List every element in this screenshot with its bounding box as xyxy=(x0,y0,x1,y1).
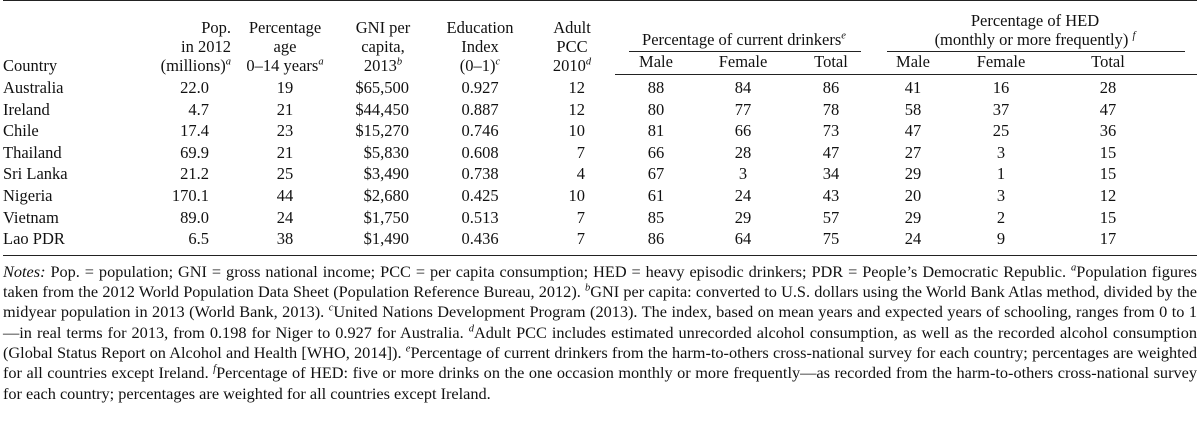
gni-header-l2: capita, xyxy=(361,36,405,56)
cell-gni: $15,270 xyxy=(355,121,409,141)
cell-age: 23 xyxy=(276,121,294,141)
cell-drinkers-total: 86 xyxy=(822,78,840,97)
cell-drinkers-male: 88 xyxy=(647,78,665,97)
cell-drinkers-male: 66 xyxy=(647,142,665,162)
col-header-gni xyxy=(335,1,431,75)
cell-drinkers-total: 73 xyxy=(822,121,840,141)
gni-header-l1: GNI per xyxy=(355,17,411,37)
cell-pcc: 12 xyxy=(568,99,585,119)
cell-pcc: 7 xyxy=(576,207,585,227)
cell-edu: 0.746 xyxy=(461,121,499,141)
group-header-drinkers xyxy=(615,1,873,53)
cell-hed-total: 17 xyxy=(1099,229,1117,249)
cell-hed-male: 24 xyxy=(904,229,922,249)
cell-pop: 4.7 xyxy=(188,99,209,119)
table-row xyxy=(3,163,1197,185)
pop-footnote-mark: a xyxy=(225,56,231,67)
cell-drinkers-total: 57 xyxy=(822,207,840,227)
cell-pop: 22.0 xyxy=(180,77,209,97)
cell-pop: 69.9 xyxy=(180,142,209,162)
cell-pcc: 7 xyxy=(576,229,585,249)
cell-drinkers-male: 86 xyxy=(647,229,665,249)
col-header-hed-male: Male xyxy=(873,52,953,75)
hed-footnote-mark: f xyxy=(1132,30,1136,42)
cell-hed-male: 29 xyxy=(904,164,922,184)
cell-age: 24 xyxy=(276,207,294,227)
table-row xyxy=(3,207,1197,229)
col-header-pop xyxy=(131,1,235,75)
cell-edu: 0.425 xyxy=(461,185,499,205)
cell-country: Nigeria xyxy=(3,185,53,205)
cell-drinkers-total: 78 xyxy=(822,99,840,119)
col-header-age xyxy=(235,1,335,75)
cell-age: 21 xyxy=(276,142,294,162)
table-figure xyxy=(3,0,1197,404)
cell-gni: $1,750 xyxy=(363,207,409,227)
cell-hed-male: 58 xyxy=(904,99,922,119)
hed-group-rule xyxy=(887,51,1185,52)
note-b: GNI per capita: converted to U.S. dollars using the World Bank Atlas method, divided by the midyear population in 2013 (World Bank, 2013). xyxy=(3,282,1197,322)
cell-edu: 0.927 xyxy=(461,77,499,97)
cell-country: Australia xyxy=(3,77,64,97)
table-row xyxy=(3,75,1197,99)
cell-pop: 17.4 xyxy=(180,121,209,141)
cell-gni: $2,680 xyxy=(363,185,409,205)
note-e: Percentage of current drinkers from the harm-to-others cross-national survey for each country; percentages are weighted for all countries except Ireland. xyxy=(3,342,1197,383)
note-d-mark: d xyxy=(468,323,474,335)
table-row xyxy=(3,99,1197,121)
pcc-header-l1: Adult xyxy=(553,17,591,37)
edu-header-l2: Index xyxy=(461,36,499,56)
notes-label: Notes: xyxy=(3,261,46,281)
cell-drinkers-male: 85 xyxy=(647,207,665,227)
cell-drinkers-male: 67 xyxy=(647,164,665,184)
note-c-mark: c xyxy=(328,302,334,314)
cell-country: Chile xyxy=(3,121,39,141)
cell-hed-female: 2 xyxy=(996,207,1006,227)
cell-country: Vietnam xyxy=(3,207,59,227)
cell-age: 38 xyxy=(276,229,294,249)
cell-drinkers-female: 84 xyxy=(734,78,752,97)
cell-pcc: 7 xyxy=(576,142,585,162)
edu-footnote-mark: c xyxy=(495,56,501,67)
cell-pop: 89.0 xyxy=(180,207,209,227)
cell-hed-total: 15 xyxy=(1099,164,1117,184)
cell-gni: $5,830 xyxy=(363,142,409,162)
age-header-l1: Percentage xyxy=(248,17,322,37)
note-d: Adult PCC includes estimated unrecorded alcohol consumption, as well as the recorded alcohol consumption (Global Status Report on Alcohol and Health [WHO, 2014]). xyxy=(3,322,1197,362)
drinkers-footnote-mark: e xyxy=(841,30,846,42)
cell-hed-male: 27 xyxy=(904,142,922,162)
cell-edu: 0.608 xyxy=(461,142,499,162)
cell-drinkers-female: 3 xyxy=(738,164,748,184)
col-header-hed-female: Female xyxy=(953,52,1049,75)
cell-age: 44 xyxy=(276,185,294,205)
cell-hed-female: 9 xyxy=(996,229,1006,249)
group-header-hed xyxy=(873,1,1197,53)
header-row-1 xyxy=(3,1,1197,53)
cell-hed-male: 29 xyxy=(904,207,922,227)
note-abbreviations: Pop. = population; GNI = gross national income; PCC = per capita consumption; HED = heavy episodic drinkers; PDR = People’s Democratic Republic. xyxy=(45,261,1067,281)
cell-hed-female: 16 xyxy=(992,78,1010,97)
gni-footnote-mark: b xyxy=(396,56,403,67)
table-row xyxy=(3,120,1197,142)
cell-pop: 21.2 xyxy=(180,164,209,184)
edu-header-l1: Education xyxy=(446,17,514,37)
col-header-drinkers-male: Male xyxy=(615,52,697,75)
age-header-l3: 0–14 years xyxy=(246,55,319,75)
hed-group-label-l2: (monthly or more frequently) xyxy=(934,30,1129,49)
cell-edu: 0.887 xyxy=(461,99,499,119)
col-header-pcc xyxy=(529,1,615,75)
cell-hed-female: 3 xyxy=(996,142,1006,162)
cell-pcc: 12 xyxy=(568,77,585,97)
cell-age: 19 xyxy=(276,77,294,97)
cell-gni: $65,500 xyxy=(355,77,409,97)
pop-header-l2: in 2012 xyxy=(181,36,231,56)
cell-gni: $3,490 xyxy=(363,164,409,184)
col-header-edu xyxy=(431,1,529,75)
cell-hed-female: 25 xyxy=(992,121,1010,141)
cell-country: Thailand xyxy=(3,142,62,162)
cell-hed-male: 41 xyxy=(904,78,922,97)
cell-hed-total: 36 xyxy=(1099,121,1117,141)
age-header-l2: age xyxy=(273,36,297,56)
col-header-drinkers-total: Total xyxy=(789,52,873,75)
note-f: Percentage of HED: five or more drinks on the one occasion monthly or more frequently—as recorded from the harm-to-others cross-national survey for each country; percentages are weighted for all countries except Ireland. xyxy=(3,363,1197,403)
cell-pcc: 10 xyxy=(568,185,585,205)
gni-header-l3: 2013 xyxy=(363,55,397,75)
note-b-mark: b xyxy=(584,282,591,294)
cell-hed-female: 37 xyxy=(992,99,1010,119)
cell-country: Lao PDR xyxy=(3,229,65,249)
cell-hed-male: 20 xyxy=(904,185,922,205)
col-header-country: Country xyxy=(3,55,58,75)
age-footnote-mark: a xyxy=(318,56,324,67)
drinkers-group-label: Percentage of current drinkers xyxy=(642,30,842,49)
cell-hed-female: 3 xyxy=(996,185,1006,205)
note-f-mark: f xyxy=(213,363,217,375)
cell-drinkers-total: 34 xyxy=(822,164,840,184)
cell-drinkers-female: 64 xyxy=(734,229,752,249)
edu-header-l3: (0–1) xyxy=(459,55,496,75)
cell-hed-total: 12 xyxy=(1099,185,1117,205)
cell-drinkers-male: 81 xyxy=(647,121,665,141)
cell-drinkers-female: 24 xyxy=(734,185,752,205)
note-e-mark: e xyxy=(405,343,411,355)
note-a-mark: a xyxy=(1071,262,1077,274)
table-row xyxy=(3,142,1197,164)
cell-gni: $44,450 xyxy=(355,99,409,119)
cell-drinkers-female: 29 xyxy=(734,207,752,227)
cell-pcc: 10 xyxy=(568,121,585,141)
drinkers-group-rule xyxy=(629,51,861,52)
cell-drinkers-total: 43 xyxy=(822,185,840,205)
cell-drinkers-female: 66 xyxy=(734,121,752,141)
cell-pop: 6.5 xyxy=(188,229,209,249)
cell-country: Ireland xyxy=(3,99,50,119)
cell-hed-male: 47 xyxy=(904,121,922,141)
cell-country: Sri Lanka xyxy=(3,164,68,184)
cell-gni: $1,490 xyxy=(363,229,409,249)
cell-edu: 0.513 xyxy=(461,207,499,227)
cell-age: 25 xyxy=(276,164,294,184)
col-header-hed-total: Total xyxy=(1049,52,1197,75)
cell-hed-total: 15 xyxy=(1099,142,1117,162)
data-table xyxy=(3,0,1197,256)
cell-pcc: 4 xyxy=(576,164,585,184)
cell-edu: 0.436 xyxy=(461,229,499,249)
cell-hed-total: 28 xyxy=(1099,78,1117,97)
cell-drinkers-female: 28 xyxy=(734,142,752,162)
pcc-header-l2: PCC xyxy=(556,36,588,56)
cell-hed-total: 15 xyxy=(1099,207,1117,227)
hed-group-label-l1: Percentage of HED xyxy=(970,11,1100,30)
col-header-drinkers-female: Female xyxy=(697,52,789,75)
cell-drinkers-female: 77 xyxy=(734,99,752,119)
table-body xyxy=(3,75,1197,256)
pop-header-l3: (millions) xyxy=(160,55,226,75)
pcc-header-l3: 2010 xyxy=(552,55,586,75)
cell-drinkers-total: 75 xyxy=(822,229,840,249)
table-notes xyxy=(3,262,1197,404)
cell-drinkers-male: 61 xyxy=(647,185,665,205)
cell-edu: 0.738 xyxy=(461,164,499,184)
table-row xyxy=(3,185,1197,207)
cell-hed-total: 47 xyxy=(1099,99,1117,119)
note-c: United Nations Development Program (2013). The index, based on mean years and expected years of schooling, ranges from 0 to 1—in real terms for 2013, from 0.198 for Niger to 0.927 for Australia. xyxy=(3,302,1197,342)
cell-drinkers-total: 47 xyxy=(822,142,840,162)
table-row xyxy=(3,228,1197,255)
note-a: Population figures taken from the 2012 World Population Data Sheet (Population Reference Bureau, 2012). xyxy=(3,261,1197,302)
cell-pop: 170.1 xyxy=(171,185,209,205)
pcc-footnote-mark: d xyxy=(585,56,592,67)
cell-age: 21 xyxy=(276,99,294,119)
pop-header-l1: Pop. xyxy=(201,17,231,37)
cell-hed-female: 1 xyxy=(996,164,1006,184)
cell-drinkers-male: 80 xyxy=(647,99,665,119)
